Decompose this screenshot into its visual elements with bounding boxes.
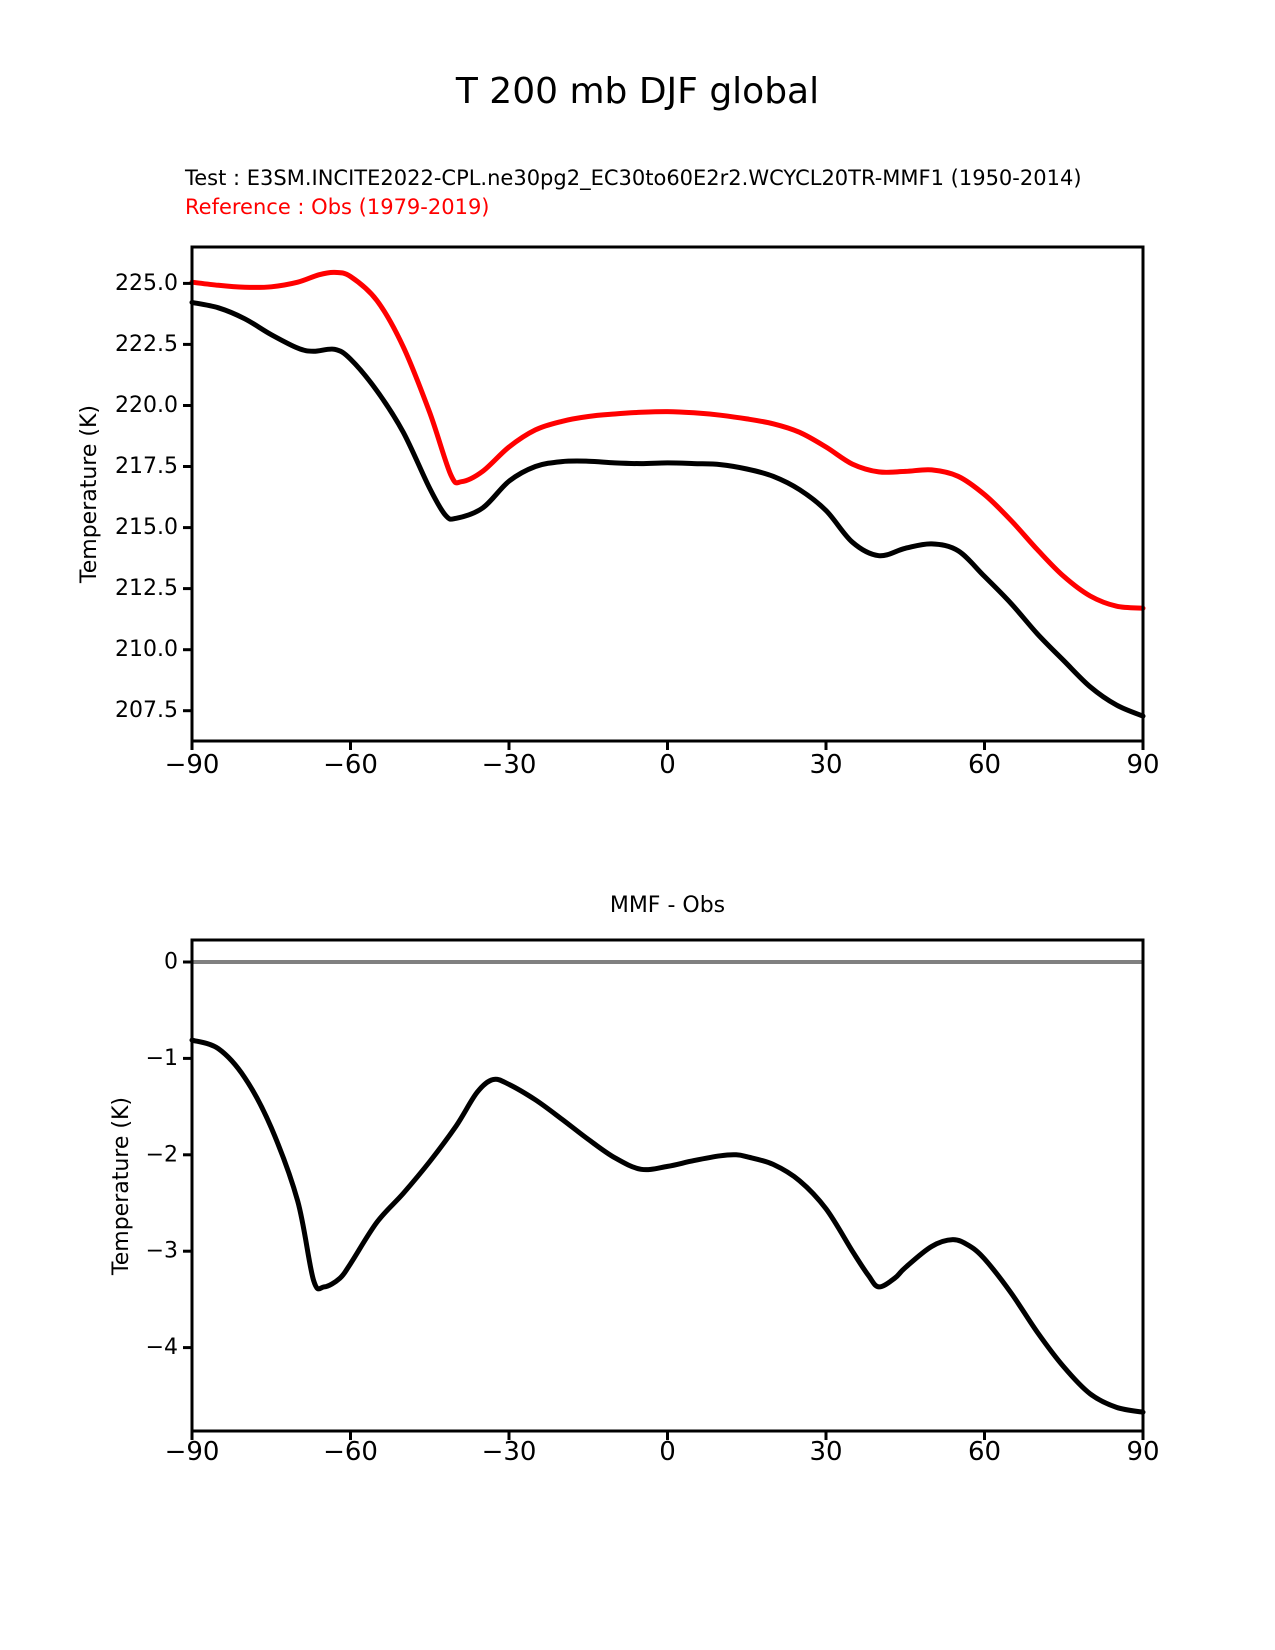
svg-text:217.5: 217.5: [115, 454, 178, 479]
svg-text:0: 0: [659, 1437, 676, 1467]
svg-text:−2: −2: [145, 1142, 178, 1168]
svg-text:−1: −1: [145, 1045, 178, 1071]
svg-text:30: 30: [809, 750, 843, 780]
svg-text:−3: −3: [145, 1238, 178, 1264]
svg-text:90: 90: [1126, 750, 1160, 780]
reference-run-annotation: Reference : Obs (1979-2019): [185, 195, 490, 219]
svg-text:−90: −90: [164, 1437, 220, 1467]
svg-text:0: 0: [164, 949, 178, 975]
svg-text:220.0: 220.0: [115, 393, 178, 418]
top-y-axis-label: Temperature (K): [77, 405, 102, 583]
svg-text:30: 30: [809, 1437, 843, 1467]
svg-text:90: 90: [1126, 1437, 1160, 1467]
svg-text:60: 60: [967, 750, 1002, 780]
svg-text:225.0: 225.0: [115, 270, 178, 296]
svg-text:207.5: 207.5: [115, 698, 178, 724]
page-title: T 200 mb DJF global: [455, 71, 820, 112]
svg-text:−30: −30: [481, 1437, 537, 1467]
test-run-annotation: Test : E3SM.INCITE2022-CPL.ne30pg2_EC30to60E2r2.WCYCL20TR-MMF1 (1950-2014): [185, 166, 1082, 190]
svg-text:215.0: 215.0: [115, 515, 178, 541]
svg-text:0: 0: [659, 750, 676, 780]
svg-text:210.0: 210.0: [115, 637, 178, 663]
svg-text:−90: −90: [164, 750, 220, 780]
svg-text:−30: −30: [481, 750, 537, 780]
svg-text:60: 60: [967, 1437, 1002, 1467]
svg-text:−60: −60: [323, 1437, 378, 1467]
svg-text:−4: −4: [145, 1335, 178, 1361]
svg-text:−60: −60: [323, 750, 378, 780]
difference-plot-title: MMF - Obs: [609, 893, 726, 918]
svg-text:212.5: 212.5: [115, 576, 178, 602]
bottom-y-axis-label: Temperature (K): [109, 1097, 134, 1275]
svg-text:222.5: 222.5: [115, 331, 178, 357]
